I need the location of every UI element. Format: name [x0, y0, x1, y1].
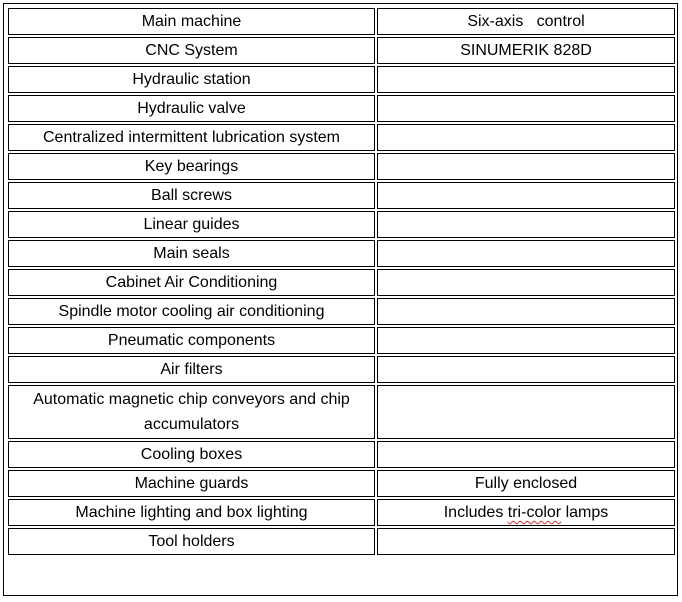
table-row	[8, 528, 675, 555]
item-cell: Machine guards	[8, 470, 375, 497]
item-cell: Pneumatic components	[8, 327, 375, 354]
value-cell: SINUMERIK 828D	[377, 37, 675, 64]
table-row	[8, 37, 675, 64]
item-cell: Tool holders	[8, 528, 375, 555]
item-cell: Key bearings	[8, 153, 375, 180]
table-row	[8, 66, 675, 93]
table-row	[8, 470, 675, 497]
value-cell: Fully enclosed	[377, 470, 675, 497]
item-cell: Hydraulic station	[8, 66, 375, 93]
item-cell: CNC System	[8, 37, 375, 64]
value-cell	[377, 298, 675, 325]
table-row	[8, 8, 675, 35]
machine-spec-table	[6, 6, 677, 557]
value-cell	[377, 385, 675, 439]
item-cell: Cooling boxes	[8, 441, 375, 468]
spellcheck-underlined-word: tri-color	[507, 504, 562, 521]
value-cell	[377, 269, 675, 296]
value-cell	[377, 499, 675, 526]
value-cell	[377, 441, 675, 468]
value-cell	[377, 153, 675, 180]
value-cell	[377, 182, 675, 209]
table-row	[8, 124, 675, 151]
item-cell: Automatic magnetic chip conveyors and chip accumulators	[8, 385, 375, 439]
table-row	[8, 441, 675, 468]
value-prefix: Includes	[443, 504, 508, 521]
value-suffix: lamps	[561, 504, 609, 521]
value-cell	[377, 528, 675, 555]
table-row	[8, 95, 675, 122]
table-row	[8, 211, 675, 238]
table-row	[8, 153, 675, 180]
value-cell	[377, 240, 675, 267]
value-cell	[377, 356, 675, 383]
value-cell	[377, 327, 675, 354]
item-cell: Spindle motor cooling air conditioning	[8, 298, 375, 325]
table-row	[8, 385, 675, 439]
item-cell: Cabinet Air Conditioning	[8, 269, 375, 296]
spec-table-frame	[3, 3, 678, 596]
item-cell: Main machine	[8, 8, 375, 35]
item-cell: Main seals	[8, 240, 375, 267]
item-cell: Linear guides	[8, 211, 375, 238]
table-row	[8, 327, 675, 354]
item-cell: Machine lighting and box lighting	[8, 499, 375, 526]
table-row	[8, 356, 675, 383]
table-row	[8, 269, 675, 296]
item-cell: Air filters	[8, 356, 375, 383]
table-row	[8, 499, 675, 526]
value-cell	[377, 95, 675, 122]
table-row	[8, 240, 675, 267]
item-cell: Ball screws	[8, 182, 375, 209]
value-cell	[377, 211, 675, 238]
value-cell	[377, 124, 675, 151]
item-cell: Centralized intermittent lubrication system	[8, 124, 375, 151]
value-cell	[377, 66, 675, 93]
item-cell: Hydraulic valve	[8, 95, 375, 122]
table-row	[8, 298, 675, 325]
value-cell: Six-axis control	[377, 8, 675, 35]
table-row	[8, 182, 675, 209]
